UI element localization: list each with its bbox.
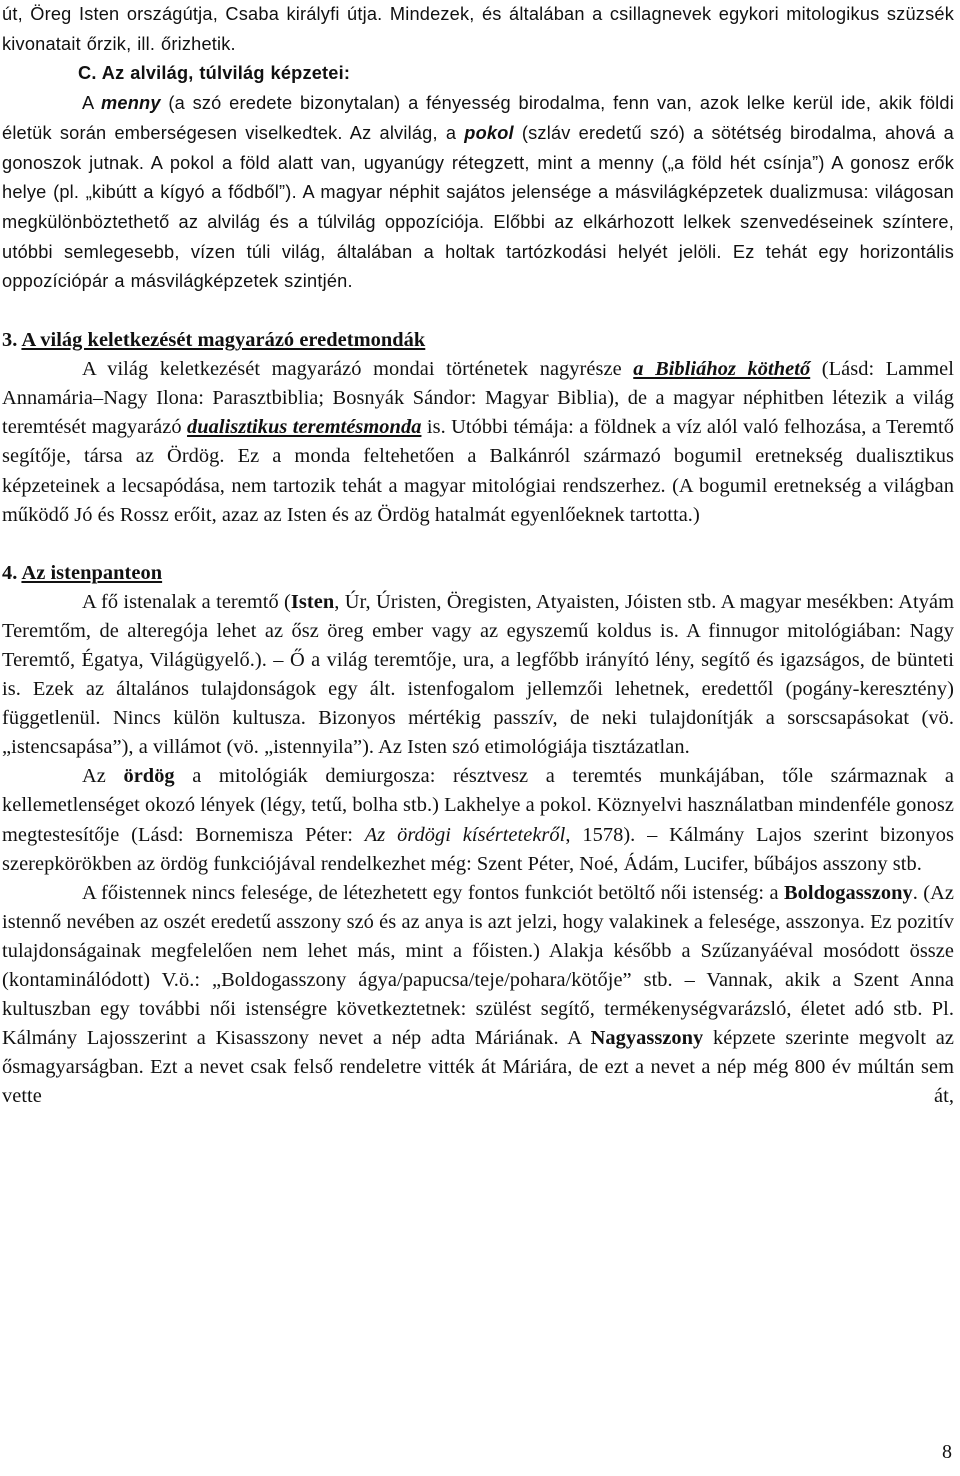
term-ordog: ördög [123, 765, 175, 788]
text-segment: (a szó eredete bizonytalan) a fényesség birodalma, fenn van, azok lelke kerül ide, akik földi életük során emberségesen viselkedtek. Az alvilág, a [2, 93, 954, 143]
text-segment: a mitológiák demiurgosza: résztvesz a teremtés munkájában, tőle származnak a kellemetlenséget okozó lények (légy, tetű, bolha stb.) Lakhelye a pokol. Köznyelvi használatban mindenféle gonosz megtestesítője (Lásd: Bornemisza Péter: [2, 765, 955, 846]
text-segment: képzete szerinte megvolt az ősmagyarságban. Ezt a nevet csak felső rendeletre vitték át Máriára, de ezt a nevet a nép még 800 év múltán sem vette át, [2, 1027, 954, 1108]
text-segment: . (Az istennő nevében az oszét eredetű asszony szó és az anya is azt jelzi, hogy valakinek a felesége, asszonya. Ez pozitív tulajdonságainak megfelelően nem lehet más, mint a főisten.) Alakja később a Szűzanyáéval mosódott össze (kontaminálódott) V.ö.: „Boldogasszony ágya/papucsa/teje/pohara/kötője” stb. – Vannak, akik a Szent Anna kultuszban egy további női istenségre következtetnek: szülést segítő, termékenységvarázsló, életet adó stb. Pl. Kálmány Lajosszerint a Kisasszony nevet a nép adta Máriának. A [2, 881, 954, 1050]
paragraph-origin-legends [2, 355, 954, 530]
spacer [2, 297, 954, 326]
paragraph-text: út, Öreg Isten országútja, Csaba királyfi útja. Mindezek, és általában a csillagnevek egykori mitologikus szüzsék kivonatait őrzik, ill. őrizhetik. [2, 4, 954, 54]
section-number: 3. [2, 329, 18, 352]
section-title: Az alvilág, túlvilág képzetei: [101, 63, 351, 84]
page-number: 8 [942, 1441, 952, 1463]
term-pokol: pokol [464, 122, 514, 143]
paragraph-afterlife [2, 89, 954, 297]
section-title: Az istenpanteon [21, 561, 163, 584]
paragraph-goddess [2, 879, 954, 1112]
text-segment: A főistennek nincs felesége, de létezhetett egy fontos funkciót betöltő női istenség: a [82, 881, 785, 904]
term-bible: a Bibliához köthető [633, 358, 811, 381]
page-content [2, 0, 954, 1111]
text-segment: A fő istenalak a teremtő ( [82, 590, 291, 613]
text-segment: A magyar néphit sajátos jelensége a másvilágképzetek dualizmusa: világosan megkülönböztethető az alvilág és a túlvilág oppozíciója. Előbbi az elkárhozott lelkek szenvedéseinek színtere, utóbbi semlegesebb, vízen túli világ, általában a holtak tartózkodási helyét jelöli. Ez tehát egy horizontális oppozíciópár a másvilágképzetek szintjén. [2, 182, 954, 292]
text-segment: A [82, 93, 102, 114]
text-segment: A világ keletkezését magyarázó mondai történetek nagyrésze [82, 358, 634, 381]
term-dualistic: dualisztikus teremtésmonda [187, 416, 422, 439]
section-heading-3 [2, 326, 954, 355]
text-segment: (Lásd: Lammel Annamária–Nagy Ilona: Parasztbiblia; Bosnyák Sándor: Magyar Biblia), de a magyar néphitben létezik a világ teremtését magyarázó [2, 358, 955, 439]
text-segment: Az [82, 765, 124, 788]
term-isten: Isten [290, 590, 335, 613]
section-number: C. [78, 63, 97, 84]
section-heading-c [78, 59, 954, 89]
term-nagyasszony: Nagyasszony [590, 1027, 704, 1050]
text-segment: (szláv eredetű szó) a sötétség birodalma, ahová a gonoszok jutnak. A pokol a föld alatt van, ugyanúgy rétegzett, mint a menny („a föld hét csínja”) A gonosz erők helye (pl. „kibútt a kígyó a fődből”). [2, 122, 954, 203]
text-segment: , 1578). – Kálmány Lajos szerint bizonyos szerepkörökben az ördög funkciójával rendelkezhet még: Szent Péter, Noé, Ádám, Lucifer, bűbájos asszony stb. [2, 823, 954, 875]
paragraph-main-god [2, 588, 954, 763]
text-segment: , Úr, Úristen, Öregisten, Atyaisten, Jóisten stb. A magyar mesékben: Atyám Teremtőm, de alteregója lehet az ősz öreg ember vagy az egyszemű koldus is. A finnugor mitológiában: Nagy Teremtő, Égatya, Világügyelő.). – Ő a világ teremtője, ura, a legfőbb irányító lény, segítő és igazságos, de bünteti is. Ezek az általános tulajdonságok egy ált. istenfogalom jellemzői lehetnek, eredettől (pogány-keresztény) függetlenül. Nincs külön kultusza. Bizonyos mértékig passzív, de neki tulajdonítják a sorscsapásokat (vö. „istencsapása”), a villámot (vö. „istennyila”). Az Isten szó etimológiája tisztázatlan. [2, 590, 954, 759]
section-number: 4. [2, 561, 18, 584]
book-title: Az ördögi kísértetekről [364, 823, 566, 846]
paragraph-devil [2, 762, 954, 878]
section-heading-4 [2, 559, 954, 588]
paragraph-stars [2, 0, 954, 59]
section-title: A világ keletkezését magyarázó eredetmondák [21, 329, 426, 352]
spacer [2, 530, 954, 559]
term-menny: menny [101, 93, 161, 114]
text-segment: is. Utóbbi témája: a földnek a víz alól való felhozása, a Teremtő segítője, társa az Ördög. Ez a monda feltehetően a Balkánról származó bogumil eretnekség dualisztikus képzeteinek a lecsapódása, nem tartozik tehát a magyar mitológiai rendszerhez. (A bogumil eretnekség a világban működő Jó és Rossz erőit, azaz az Isten és az Ördög hatalmát egyenlőeknek tartotta.) [2, 416, 954, 526]
term-boldogasszony: Boldogasszony [784, 881, 913, 904]
